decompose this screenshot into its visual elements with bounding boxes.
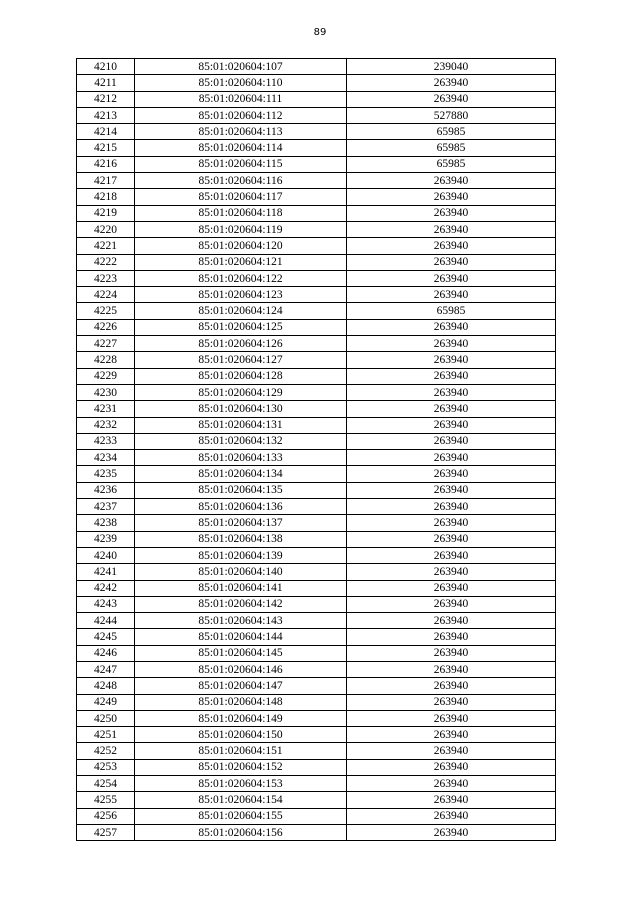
row-number-cell: 4243 (77, 596, 135, 612)
row-number-cell: 4219 (77, 205, 135, 221)
row-number-cell: 4240 (77, 547, 135, 563)
value-cell: 263940 (347, 189, 556, 205)
row-number-cell: 4249 (77, 694, 135, 710)
row-number-cell: 4217 (77, 173, 135, 189)
cadastral-number-cell: 85:01:020604:134 (135, 466, 347, 482)
table-row (77, 336, 556, 352)
cadastral-number-cell: 85:01:020604:152 (135, 759, 347, 775)
cadastral-number-cell: 85:01:020604:117 (135, 189, 347, 205)
table-row (77, 613, 556, 629)
table-row (77, 107, 556, 123)
row-number-cell: 4224 (77, 287, 135, 303)
value-cell: 239040 (347, 59, 556, 75)
row-number-cell: 4238 (77, 515, 135, 531)
row-number-cell: 4247 (77, 661, 135, 677)
table-row (77, 531, 556, 547)
value-cell: 263940 (347, 221, 556, 237)
cadastral-number-cell: 85:01:020604:145 (135, 645, 347, 661)
value-cell: 263940 (347, 661, 556, 677)
table-row (77, 450, 556, 466)
value-cell: 263940 (347, 482, 556, 498)
row-number-cell: 4239 (77, 531, 135, 547)
cadastral-number-cell: 85:01:020604:138 (135, 531, 347, 547)
cadastral-number-cell: 85:01:020604:112 (135, 107, 347, 123)
value-cell: 263940 (347, 238, 556, 254)
row-number-cell: 4237 (77, 499, 135, 515)
row-number-cell: 4233 (77, 433, 135, 449)
table-row (77, 221, 556, 237)
row-number-cell: 4241 (77, 564, 135, 580)
cadastral-number-cell: 85:01:020604:136 (135, 499, 347, 515)
cadastral-number-cell: 85:01:020604:151 (135, 743, 347, 759)
cadastral-number-cell: 85:01:020604:118 (135, 205, 347, 221)
cadastral-number-cell: 85:01:020604:119 (135, 221, 347, 237)
value-cell: 263940 (347, 776, 556, 792)
table-row (77, 433, 556, 449)
value-cell: 263940 (347, 613, 556, 629)
row-number-cell: 4227 (77, 336, 135, 352)
value-cell: 263940 (347, 824, 556, 840)
cadastral-number-cell: 85:01:020604:156 (135, 824, 347, 840)
value-cell: 263940 (347, 694, 556, 710)
cadastral-number-cell: 85:01:020604:155 (135, 808, 347, 824)
table-row (77, 499, 556, 515)
cadastral-number-cell: 85:01:020604:137 (135, 515, 347, 531)
row-number-cell: 4225 (77, 303, 135, 319)
cadastral-number-cell: 85:01:020604:126 (135, 336, 347, 352)
cadastral-number-cell: 85:01:020604:116 (135, 173, 347, 189)
row-number-cell: 4232 (77, 417, 135, 433)
table-row (77, 384, 556, 400)
cadastral-number-cell: 85:01:020604:135 (135, 482, 347, 498)
cadastral-number-cell: 85:01:020604:144 (135, 629, 347, 645)
cadastral-number-cell: 85:01:020604:149 (135, 710, 347, 726)
value-cell: 263940 (347, 401, 556, 417)
value-cell: 263940 (347, 499, 556, 515)
table-row (77, 238, 556, 254)
table-row (77, 368, 556, 384)
row-number-cell: 4213 (77, 107, 135, 123)
value-cell: 65985 (347, 156, 556, 172)
cadastral-number-cell: 85:01:020604:113 (135, 124, 347, 140)
value-cell: 263940 (347, 580, 556, 596)
value-cell: 263940 (347, 384, 556, 400)
table-row (77, 59, 556, 75)
value-cell: 65985 (347, 140, 556, 156)
value-cell: 263940 (347, 629, 556, 645)
table-row (77, 287, 556, 303)
table-row (77, 156, 556, 172)
cadastral-number-cell: 85:01:020604:107 (135, 59, 347, 75)
table-row (77, 124, 556, 140)
cadastral-number-cell: 85:01:020604:154 (135, 792, 347, 808)
row-number-cell: 4252 (77, 743, 135, 759)
row-number-cell: 4234 (77, 450, 135, 466)
cadastral-number-cell: 85:01:020604:111 (135, 91, 347, 107)
value-cell: 263940 (347, 743, 556, 759)
row-number-cell: 4229 (77, 368, 135, 384)
table-row (77, 645, 556, 661)
row-number-cell: 4228 (77, 352, 135, 368)
row-number-cell: 4221 (77, 238, 135, 254)
value-cell: 527880 (347, 107, 556, 123)
value-cell: 263940 (347, 433, 556, 449)
row-number-cell: 4214 (77, 124, 135, 140)
table-row (77, 319, 556, 335)
cadastral-number-cell: 85:01:020604:150 (135, 727, 347, 743)
table-row (77, 466, 556, 482)
value-cell: 263940 (347, 450, 556, 466)
row-number-cell: 4212 (77, 91, 135, 107)
table-row (77, 547, 556, 563)
value-cell: 263940 (347, 678, 556, 694)
value-cell: 263940 (347, 792, 556, 808)
value-cell: 263940 (347, 287, 556, 303)
cadastral-number-cell: 85:01:020604:129 (135, 384, 347, 400)
table-row (77, 776, 556, 792)
table-row (77, 254, 556, 270)
table-row (77, 564, 556, 580)
cadastral-number-cell: 85:01:020604:128 (135, 368, 347, 384)
value-cell: 263940 (347, 254, 556, 270)
table-row (77, 743, 556, 759)
cadastral-number-cell: 85:01:020604:115 (135, 156, 347, 172)
table-row (77, 401, 556, 417)
value-cell: 263940 (347, 75, 556, 91)
cadastral-number-cell: 85:01:020604:131 (135, 417, 347, 433)
value-cell: 263940 (347, 173, 556, 189)
value-cell: 263940 (347, 417, 556, 433)
value-cell: 263940 (347, 91, 556, 107)
value-cell: 263940 (347, 645, 556, 661)
cadastral-number-cell: 85:01:020604:130 (135, 401, 347, 417)
table-row (77, 808, 556, 824)
row-number-cell: 4235 (77, 466, 135, 482)
row-number-cell: 4257 (77, 824, 135, 840)
cadastral-number-cell: 85:01:020604:122 (135, 270, 347, 286)
row-number-cell: 4231 (77, 401, 135, 417)
row-number-cell: 4215 (77, 140, 135, 156)
value-cell: 263940 (347, 368, 556, 384)
row-number-cell: 4222 (77, 254, 135, 270)
registry-table-body (77, 59, 556, 841)
value-cell: 263940 (347, 270, 556, 286)
row-number-cell: 4244 (77, 613, 135, 629)
page-number: 89 (313, 27, 327, 38)
value-cell: 263940 (347, 759, 556, 775)
row-number-cell: 4242 (77, 580, 135, 596)
row-number-cell: 4251 (77, 727, 135, 743)
row-number-cell: 4248 (77, 678, 135, 694)
row-number-cell: 4216 (77, 156, 135, 172)
cadastral-number-cell: 85:01:020604:124 (135, 303, 347, 319)
table-row (77, 205, 556, 221)
table-row (77, 140, 556, 156)
value-cell: 263940 (347, 336, 556, 352)
cadastral-number-cell: 85:01:020604:148 (135, 694, 347, 710)
value-cell: 263940 (347, 564, 556, 580)
row-number-cell: 4255 (77, 792, 135, 808)
row-number-cell: 4253 (77, 759, 135, 775)
cadastral-number-cell: 85:01:020604:140 (135, 564, 347, 580)
cadastral-number-cell: 85:01:020604:123 (135, 287, 347, 303)
row-number-cell: 4211 (77, 75, 135, 91)
row-number-cell: 4226 (77, 319, 135, 335)
row-number-cell: 4210 (77, 59, 135, 75)
registry-table (76, 58, 556, 841)
cadastral-number-cell: 85:01:020604:110 (135, 75, 347, 91)
row-number-cell: 4245 (77, 629, 135, 645)
table-row (77, 710, 556, 726)
value-cell: 263940 (347, 466, 556, 482)
value-cell: 263940 (347, 319, 556, 335)
cadastral-number-cell: 85:01:020604:146 (135, 661, 347, 677)
row-number-cell: 4246 (77, 645, 135, 661)
cadastral-number-cell: 85:01:020604:147 (135, 678, 347, 694)
table-row (77, 678, 556, 694)
table-row (77, 824, 556, 840)
table-row (77, 629, 556, 645)
table-row (77, 596, 556, 612)
cadastral-number-cell: 85:01:020604:133 (135, 450, 347, 466)
row-number-cell: 4256 (77, 808, 135, 824)
table-row (77, 694, 556, 710)
table-row (77, 482, 556, 498)
table-row (77, 352, 556, 368)
table-row (77, 303, 556, 319)
row-number-cell: 4250 (77, 710, 135, 726)
value-cell: 263940 (347, 596, 556, 612)
table-row (77, 270, 556, 286)
cadastral-number-cell: 85:01:020604:143 (135, 613, 347, 629)
row-number-cell: 4220 (77, 221, 135, 237)
cadastral-number-cell: 85:01:020604:141 (135, 580, 347, 596)
cadastral-number-cell: 85:01:020604:132 (135, 433, 347, 449)
value-cell: 263940 (347, 808, 556, 824)
cadastral-number-cell: 85:01:020604:127 (135, 352, 347, 368)
cadastral-number-cell: 85:01:020604:120 (135, 238, 347, 254)
cadastral-number-cell: 85:01:020604:142 (135, 596, 347, 612)
cadastral-number-cell: 85:01:020604:114 (135, 140, 347, 156)
row-number-cell: 4218 (77, 189, 135, 205)
table-row (77, 580, 556, 596)
table-row (77, 189, 556, 205)
table-row (77, 759, 556, 775)
value-cell: 263940 (347, 547, 556, 563)
value-cell: 263940 (347, 352, 556, 368)
table-row (77, 173, 556, 189)
cadastral-number-cell: 85:01:020604:153 (135, 776, 347, 792)
value-cell: 65985 (347, 124, 556, 140)
cadastral-number-cell: 85:01:020604:121 (135, 254, 347, 270)
table-row (77, 91, 556, 107)
value-cell: 263940 (347, 515, 556, 531)
cadastral-number-cell: 85:01:020604:139 (135, 547, 347, 563)
table-row (77, 417, 556, 433)
value-cell: 263940 (347, 727, 556, 743)
table-row (77, 661, 556, 677)
value-cell: 263940 (347, 205, 556, 221)
table-row (77, 792, 556, 808)
table-row (77, 515, 556, 531)
table-row (77, 727, 556, 743)
value-cell: 263940 (347, 710, 556, 726)
cadastral-number-cell: 85:01:020604:125 (135, 319, 347, 335)
row-number-cell: 4223 (77, 270, 135, 286)
table-row (77, 75, 556, 91)
row-number-cell: 4230 (77, 384, 135, 400)
value-cell: 263940 (347, 531, 556, 547)
value-cell: 65985 (347, 303, 556, 319)
row-number-cell: 4236 (77, 482, 135, 498)
row-number-cell: 4254 (77, 776, 135, 792)
